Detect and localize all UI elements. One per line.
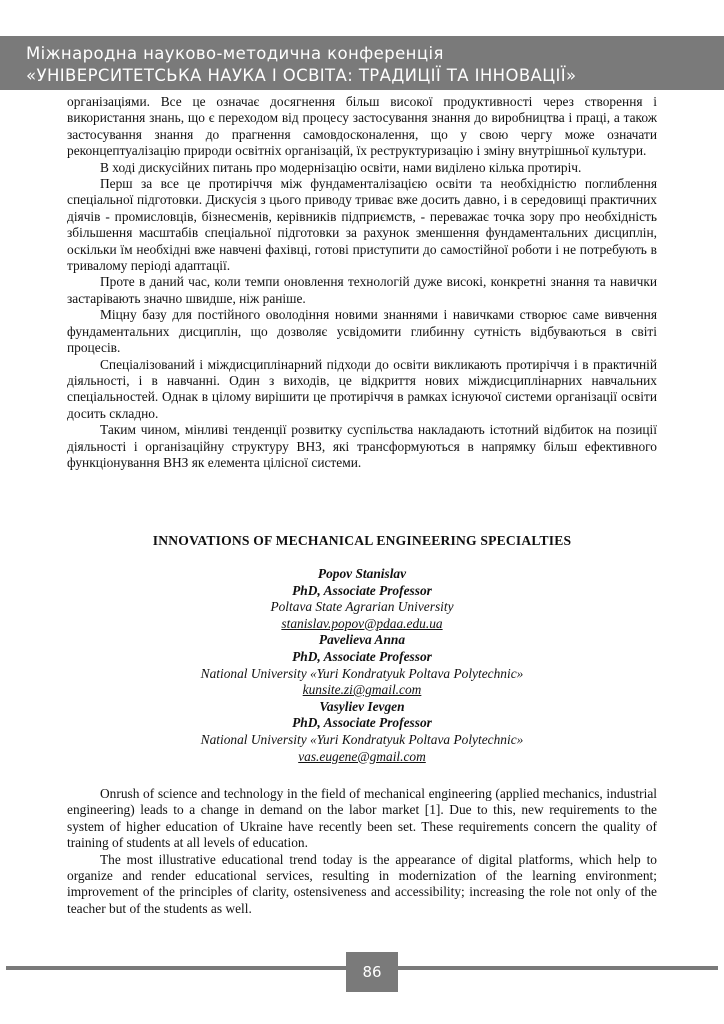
- conference-title-line-2: «УНІВЕРСИТЕТСЬКА НАУКА І ОСВІТА: ТРАДИЦІЇ ТА ІННОВАЦІЇ»: [26, 66, 577, 85]
- author-email-link[interactable]: stanislav.popov@pdaa.edu.ua: [281, 615, 443, 631]
- author-email-link[interactable]: vas.eugene@gmail.com: [298, 748, 426, 764]
- body-paragraph: Перш за все це протиріччя між фундаменталізацією освіти та необхідністю поглиблення спеціальної підготовки. Дискусія з цього приводу триває вже досить давно, і в середовищі практичних діячів - промисловців, бізнесменів, керівників підприємств, - переважає точка зору про необхідність збільшення масштабів спеціальної підготовки за рахунок зменшення фундаментальних дисциплін, оскільки їм необхідні вже навчені фахівці, готові приступити до самостійної роботи і не потребують в тривалому періоді адаптації.: [67, 176, 657, 274]
- body-paragraph: Проте в даний час, коли темпи оновлення технологій дуже високі, конкретні знання та навички застарівають значно швидше, ніж раніше.: [67, 274, 657, 306]
- page-number: 86: [346, 952, 398, 992]
- body-paragraph: Міцну базу для постійного оволодіння новими знаннями і навичками створює саме вивчення фундаментальних дисциплін, що дозволяє усвідомити глибинну сутність відбуваються в світі процесів.: [67, 307, 657, 356]
- body-paragraph: В ході дискусійних питань про модернізацію освіти, нами виділено кілька протиріч.: [100, 159, 582, 175]
- article-paragraph: The most illustrative educational trend today is the appearance of digital platforms, which help to organize and render educational services, resulting in modernization of the learning environment; improvement of the principles of clarity, ostensiveness and accessibility; increasing the role not only of the teacher but of the students as well.: [67, 851, 657, 916]
- author-degree: PhD, Associate Professor: [292, 715, 432, 731]
- author-affiliation: National University «Yuri Kondratyuk Poltava Polytechnic»: [200, 665, 524, 681]
- author-degree: PhD, Associate Professor: [292, 648, 432, 664]
- author-affiliation: Poltava State Agrarian University: [270, 599, 454, 615]
- footer-rule-left: [6, 966, 346, 970]
- body-text: [67, 94, 657, 471]
- body-paragraph: Таким чином, мінливі тенденції розвитку суспільства накладають істотний відбиток на позиції діяльності і організаційну структуру ВНЗ, які трансформуються в напрямку більш ефективного функціонування ВНЗ як елемента цілісної системи.: [67, 422, 657, 470]
- author-email-link[interactable]: kunsite.zi@gmail.com: [302, 682, 422, 698]
- author-degree: PhD, Associate Professor: [292, 582, 432, 598]
- conference-title-line-1: Міжнародна науково-методична конференція: [26, 44, 444, 63]
- article-body: [67, 786, 657, 917]
- article-paragraph: Onrush of science and technology in the field of mechanical engineering (applied mechanics, industrial engineering) leads to a change in demand on the labor market [1]. Due to this, new requirements to the system of higher education of Ukraine have recently been set. These requirements concern the quality of training of students at all levels of education.: [67, 786, 657, 851]
- article-title: INNOVATIONS OF MECHANICAL ENGINEERING SPECIALTIES: [152, 533, 572, 548]
- footer-rule-right: [398, 966, 718, 970]
- author-name: Popov Stanislav: [317, 566, 407, 581]
- author-list: [67, 566, 657, 765]
- author-name: Vasyliev Ievgen: [319, 698, 405, 714]
- body-paragraph: Спеціалізований і міждисциплінарний підходи до освіти викликають протиріччя і в практичній діяльності, і в навчанні. Один з виходів, це відкриття нових міждисциплінарних навчальних спеціальностей. Однак в цілому вирішити це протиріччя в рамках існуючої системи організації освіти досить складно.: [67, 356, 657, 421]
- body-paragraph: організаціями. Все це означає досягнення більш високої продуктивності через створення і використання знань, що є переходом від процесу застосування знання до виробництва і праці, а також застосування знання до прагнення самовдосконалення, що у свою чергу може означати реконцептуалізацію природи освітніх організацій, їх реструктуризацію і зміну внутрішньої культури.: [67, 94, 657, 159]
- author-name: Pavelieva Anna: [318, 632, 406, 648]
- author-affiliation: National University «Yuri Kondratyuk Poltava Polytechnic»: [200, 731, 524, 747]
